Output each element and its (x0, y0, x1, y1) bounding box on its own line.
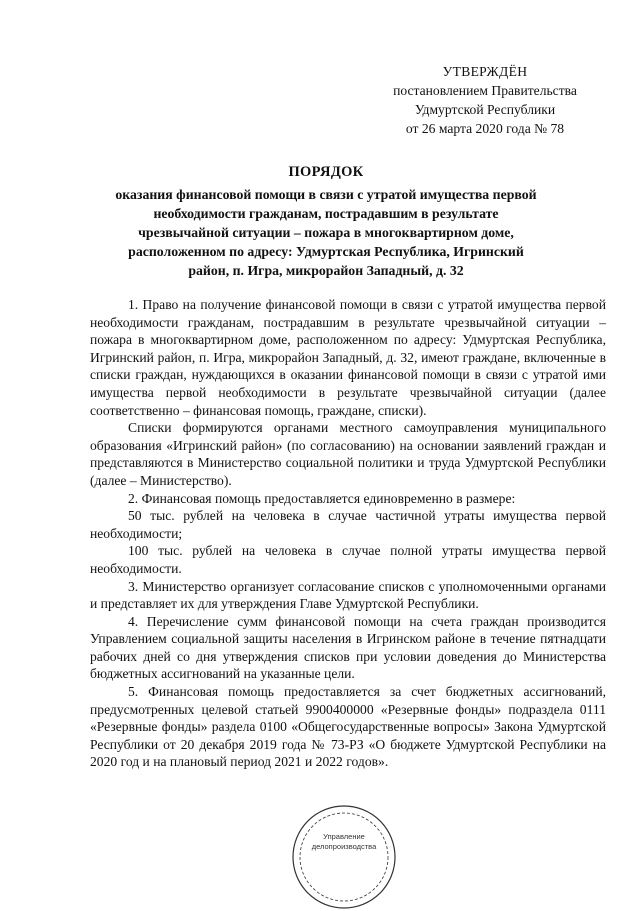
paragraph-5: 5. Финансовая помощь предоставляется за счет бюджетных ассигнований, предусмотренных целевой статьей 9900400000 «Резервные фонды» подраздела 0111 «Резервные фонды» раздела 0100 «Общегосударственные вопросы» Закона Удмуртской Республики от 20 декабря 2019 года № 73-РЗ «О бюджете Удмуртской Республики на 2020 год и на плановый период 2021 и 2022 годов». (90, 684, 606, 770)
document-title (110, 163, 542, 280)
paragraph-amount-partial: 50 тыс. рублей на человека в случае частичной утраты имущества первой необходимости; (90, 508, 606, 541)
paragraph-4: 4. Перечисление сумм финансовой помощи на счета граждан производится Управлением социальной защиты населения в Игринском районе в течение пятнадцати рабочих дней со дня утверждения списков при условии доведения до Министерства бюджетных ассигнований на указанные цели. (90, 613, 606, 682)
paragraph-3: 3. Министерство организует согласование списков с уполномоченными органами и представляет их для утверждения Главе Удмуртской Республики. (90, 578, 606, 612)
office-stamp (290, 803, 398, 911)
approval-date: от 26 марта 2020 года № 78 (405, 121, 565, 136)
title-subtitle: оказания финансовой помощи в связи с утратой имущества первой необходимости гражданам, пострадавшим в результате чрезвычайной ситуации – пожара в многоквартирном доме, расположенном по адресу: Удмуртская Республика, Игринский район, п. Игра, микрорайон Западный, д. 32 (115, 187, 537, 278)
stamp-line-2: делопроизводства (311, 842, 377, 851)
approval-heading: УТВЕРЖДЁН (442, 64, 528, 79)
title-heading: ПОРЯДОК (288, 164, 364, 180)
paragraph-2: 2. Финансовая помощь предоставляется единовременно в размере: (128, 490, 516, 506)
stamp-line-1: Управление (323, 832, 365, 841)
paragraph-amount-full: 100 тыс. рублей на человека в случае полной утраты имущества первой необходимости. (90, 543, 606, 576)
paragraph-1: 1. Право на получение финансовой помощи в связи с утратой имущества первой необходимости гражданам, пострадавшим в результате чрезвычайной ситуации – пожара в многоквартирном доме, расположенном по адресу: Удмуртская Республика, Игринский район, п. Игра, микрорайон Западный, д. 32, имеют граждане, включенные в списки граждан, нуждающихся в оказании финансовой помощи в связи с утратой ими имущества первой необходимости в результате чрезвычайной ситуации (далее соответственно – финансовая помощь, граждане, списки). (90, 297, 606, 418)
document-body (90, 296, 606, 771)
paragraph-lists: Списки формируются органами местного самоуправления муниципального образования «Игринский район» (по согласованию) на основании заявлений граждан и представляются в Министерство социальной политики и труда Удмуртской Республики (далее – Министерство). (90, 420, 606, 488)
approval-authority: Удмуртской Республики (414, 102, 556, 117)
approval-block (370, 62, 600, 138)
approval-decree: постановлением Правительства (393, 83, 577, 98)
